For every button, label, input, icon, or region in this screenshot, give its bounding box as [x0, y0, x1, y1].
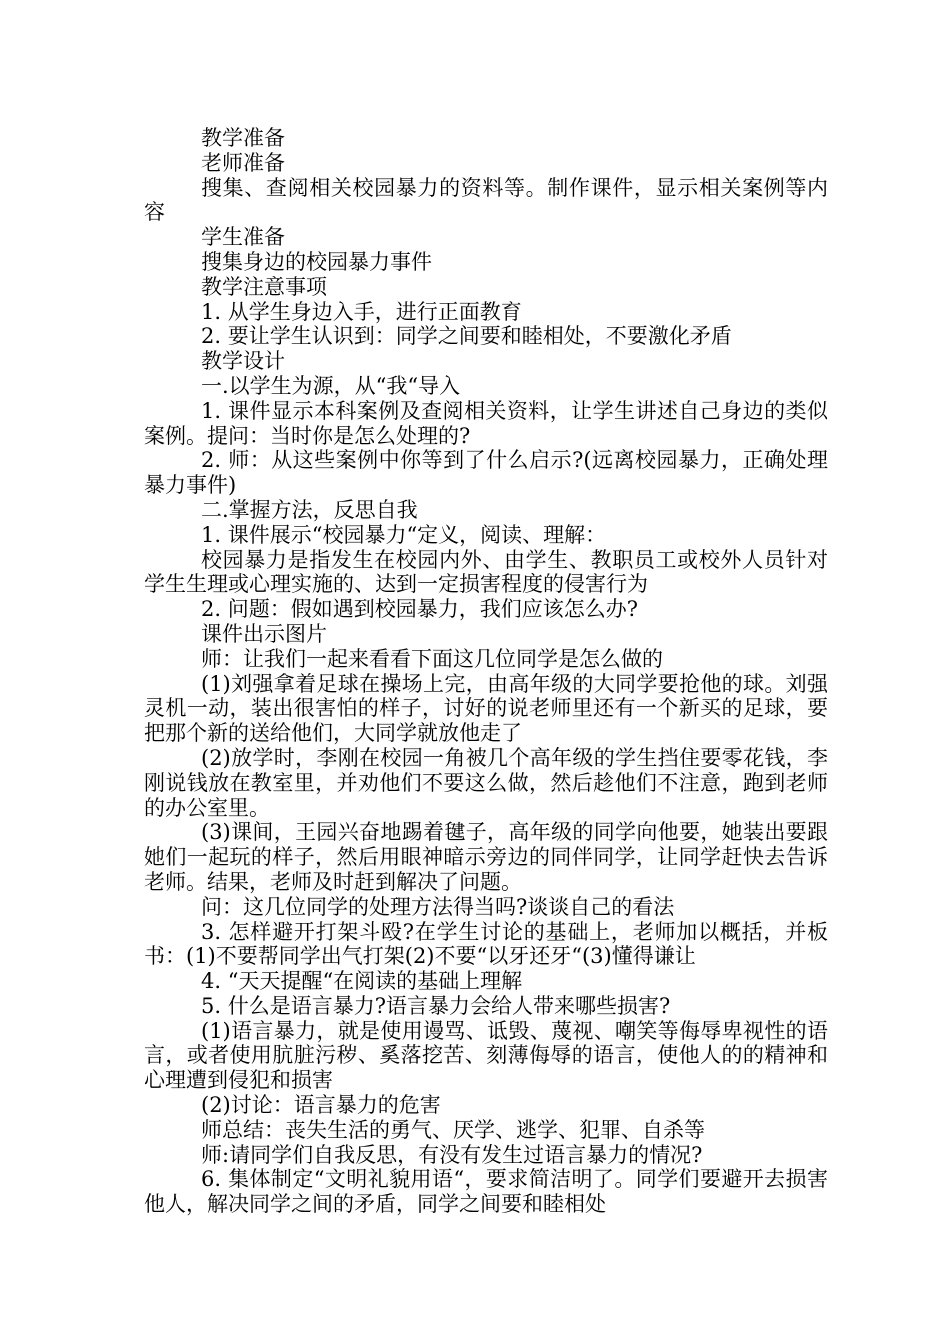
paragraph: 2. 要让学生认识到：同学之间要和睦相处，不要激化矛盾 — [201, 324, 732, 349]
paragraph: 1. 从学生身边入手，进行正面教育 — [201, 299, 522, 324]
paragraph: 1. 课件展示“校园暴力“定义，阅读、理解： — [201, 522, 607, 547]
section-heading: 二.掌握方法，反思自我 — [201, 497, 418, 522]
paragraph: (3)课间，王园兴奋地踢着毽子，高年级的同学向他要，她装出要跟她们一起玩的样子，然后用眼神暗示旁边的同伴同学，让同学赶快去告诉老师。结果，老师及时赶到解决了问题。 — [144, 820, 828, 894]
paragraph: 5. 什么是语言暴力?语言暴力会给人带来哪些损害? — [201, 993, 671, 1018]
paragraph: 1. 课件显示本科案例及查阅相关资料，让学生讲述自己身边的类似案例。提问：当时你是怎么处理的? — [144, 398, 828, 448]
paragraph: 4. “天天提醒“在阅读的基础上理解 — [201, 969, 523, 994]
heading-teacher-preparation: 老师准备 — [201, 150, 285, 175]
paragraph: 师总结：丧失生活的勇气、厌学、逃学、犯罪、自杀等 — [201, 1117, 705, 1142]
paragraph: 课件出示图片 — [201, 621, 327, 646]
heading-notes: 教学注意事项 — [201, 274, 327, 299]
paragraph: 2. 问题：假如遇到校园暴力，我们应该怎么办? — [201, 597, 638, 622]
paragraph: 6. 集体制定“文明礼貌用语“，要求简洁明了。同学们要避开去损害他人，解决同学之间的矛盾，同学之间要和睦相处 — [144, 1167, 828, 1217]
heading-teaching-design: 教学设计 — [201, 349, 285, 374]
heading-teaching-preparation: 教学准备 — [201, 126, 285, 150]
paragraph: 师:请同学们自我反思，有没有发生过语言暴力的情况? — [201, 1142, 703, 1167]
paragraph: (1)刘强拿着足球在操场上完，由高年级的大同学要抢他的球。刘强灵机一动，装出很害怕的样子，讨好的说老师里还有一个新买的足球，要把那个新的送给他们，大同学就放他走了 — [144, 671, 828, 746]
paragraph: 师：让我们一起来看看下面这几位同学是怎么做的 — [201, 646, 663, 671]
paragraph: 搜集身边的校园暴力事件 — [201, 249, 432, 274]
paragraph: 校园暴力是指发生在校园内外、由学生、教职员工或校外人员针对学生生理或心理实施的、达到一定损害程度的侵害行为 — [144, 547, 828, 597]
paragraph: 搜集、查阅相关校园暴力的资料等。制作课件，显示相关案例等内容 — [144, 175, 828, 225]
section-heading: 一.以学生为源，从“我“导入 — [201, 373, 461, 398]
heading-student-preparation: 学生准备 — [201, 225, 285, 250]
paragraph: (2)放学时，李刚在校园一角被几个高年级的学生挡住要零花钱，李刚说钱放在教室里，并劝他们不要这么做，然后趁他们不注意，跑到老师的办公室里。 — [144, 745, 828, 820]
paragraph: (2)讨论：语言暴力的危害 — [201, 1093, 441, 1118]
paragraph: 问：这几位同学的处理方法得当吗?谈谈自己的看法 — [201, 894, 675, 919]
paragraph: 3. 怎样避开打架斗殴?在学生讨论的基础上，老师加以概括，并板书：(1)不要帮同学出气打架(2)不要“以牙还牙“(3)懂得谦让 — [144, 919, 828, 969]
paragraph: 2. 师：从这些案例中你等到了什么启示?(远离校园暴力，正确处理暴力事件) — [144, 448, 828, 498]
paragraph: (1)语言暴力，就是使用谩骂、诋毁、蔑视、嘲笑等侮辱卑视性的语言，或者使用肮脏污秽、奚落挖苦、刻薄侮辱的语言，使他人的的精神和心理遭到侵犯和损害 — [144, 1018, 828, 1093]
document-body — [144, 126, 828, 1217]
